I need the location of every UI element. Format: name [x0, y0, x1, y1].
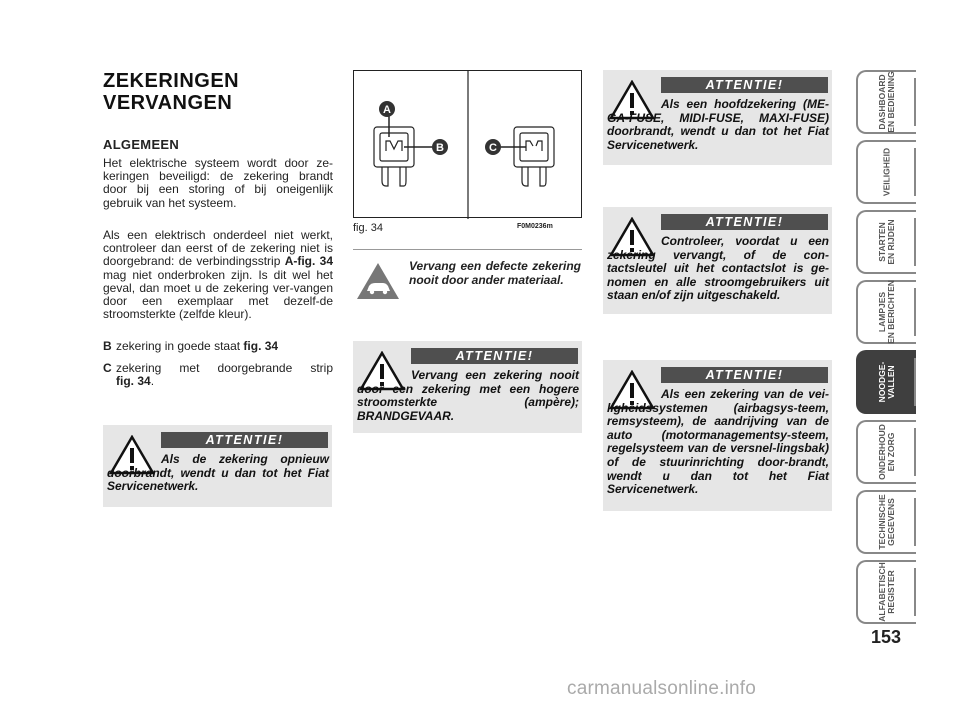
divider [353, 249, 582, 250]
tab-label: ONDERHOUD EN ZORG [877, 424, 896, 480]
tab-label: VEILIGHEID [881, 147, 892, 197]
list-item-key: C [103, 361, 112, 375]
tab-dashboard[interactable] [856, 70, 916, 134]
list-item-key: B [103, 339, 112, 353]
list-item-text: zekering met doorgebrande strip [116, 361, 333, 375]
callout-a-label: A [383, 104, 391, 116]
fuse-blown [514, 127, 554, 186]
tab-label: ALFABETISCH REGISTER [877, 562, 896, 622]
page-number: 153 [870, 627, 902, 647]
car-warning-icon [355, 261, 401, 301]
tab-label: STARTEN EN RIJDEN [877, 219, 896, 265]
fuse-figure [353, 70, 582, 218]
page-title [103, 70, 333, 114]
warning-text: Als een zekering van de vei-ligheidssystemen (airbagsys-teem, remsysteem), de aandrijving van de auto (motormanagementsy-steem, regelsysteem van de versnel-lingsbak) of de stuurinrichting door-brandt, wendt u dan tot het Fiat Servicenetwerk. [607, 387, 829, 497]
tab-label: NOODGE- VALLEN [877, 361, 896, 403]
car-note [353, 255, 582, 307]
paragraph-check-text: Als een elektrisch onderdeel niet werkt, controleer dan eerst of de zekering niet is doorgebrand: de verbindingsstrip [103, 228, 333, 269]
title-line-1: ZEKERINGEN [103, 70, 240, 92]
figure-caption: fig. 34 [353, 222, 383, 234]
warning-text: Controleer, voordat u een zekering vervangt, of de con-tactsleutel uit het contactslot is ge-nomen en alle stroomgebruikers uit staan en/of zijn uitgeschakeld. [607, 234, 829, 303]
list-item-text: zekering in goede staat [116, 339, 244, 353]
callout-c-label: C [489, 142, 497, 154]
section-heading: ALGEMEEN [103, 137, 180, 152]
fuse-diagram [354, 71, 583, 219]
warning-box-ignition [603, 207, 832, 314]
tab-label: TECHNISCHE GEGEVENS [877, 494, 896, 550]
tab-lamps[interactable] [856, 280, 916, 344]
figure-ref: fig. 34 [116, 374, 151, 389]
callout-b-label: B [436, 142, 444, 154]
warning-text: Als een hoofdzekering (ME-GA-FUSE, MIDI-FUSE, MAXI-FUSE) doorbrandt, wendt u dan tot het Fiat Servicenetwerk. [607, 97, 829, 152]
warning-box-safety-systems [603, 360, 832, 511]
attention-header: ATTENTIE! [661, 367, 828, 383]
figure-ref-a: A-fig. 34 [284, 254, 333, 269]
paragraph-intro: Het elektrische systeem wordt door ze-keringen beveiligd: de zekering brandt door bij een storing of bij oneigenlijk gebruik van het systeem. [103, 156, 333, 210]
tab-technical[interactable] [856, 490, 916, 554]
attention-header: ATTENTIE! [411, 348, 578, 364]
car-note-text: Vervang een defecte zekering nooit door ander materiaal. [409, 259, 581, 287]
warning-text: Vervang een zekering nooit door een zekering met een hogere stroomsterkte (ampère); BRANDGEVAAR. [357, 368, 579, 423]
title-line-2: VERVANGEN [103, 92, 233, 114]
attention-header: ATTENTIE! [161, 432, 328, 448]
warning-box-left [103, 425, 332, 507]
warning-box-main-fuse [603, 70, 832, 165]
tab-safety[interactable] [856, 140, 916, 204]
watermark: carmanualsonline.info [567, 678, 757, 699]
attention-header: ATTENTIE! [661, 77, 828, 93]
tab-label: LAMPJES EN BERICHTEN [877, 280, 896, 344]
warning-text: Als de zekering opnieuw doorbrandt, wendt u dan tot het Fiat Servicenetwerk. [107, 452, 329, 494]
figure-ref: fig. 34 [243, 339, 279, 353]
fuse-good [374, 127, 414, 186]
warning-box-middle [353, 341, 582, 433]
tab-starting[interactable] [856, 210, 916, 274]
tab-emergency[interactable] [856, 350, 916, 414]
tab-index[interactable] [856, 560, 916, 624]
paragraph-check-text-end: mag niet onderbroken zijn. Is dit wel het geval, dan moet u de zekering ver-vangen door een exemplaar met dezelf-de stroomsterkte (zelfde kleur). [103, 267, 333, 322]
tab-label: DASHBOARD EN BEDIENING [877, 71, 896, 133]
list-item-end: . [150, 374, 155, 389]
list-item-b [103, 340, 333, 353]
paragraph-check [103, 229, 333, 321]
list-item-text-cont [103, 375, 333, 388]
attention-header: ATTENTIE! [661, 214, 828, 230]
list-item-c [103, 362, 333, 389]
tab-maintenance[interactable] [856, 420, 916, 484]
figure-code: F0M0236m [517, 223, 553, 230]
